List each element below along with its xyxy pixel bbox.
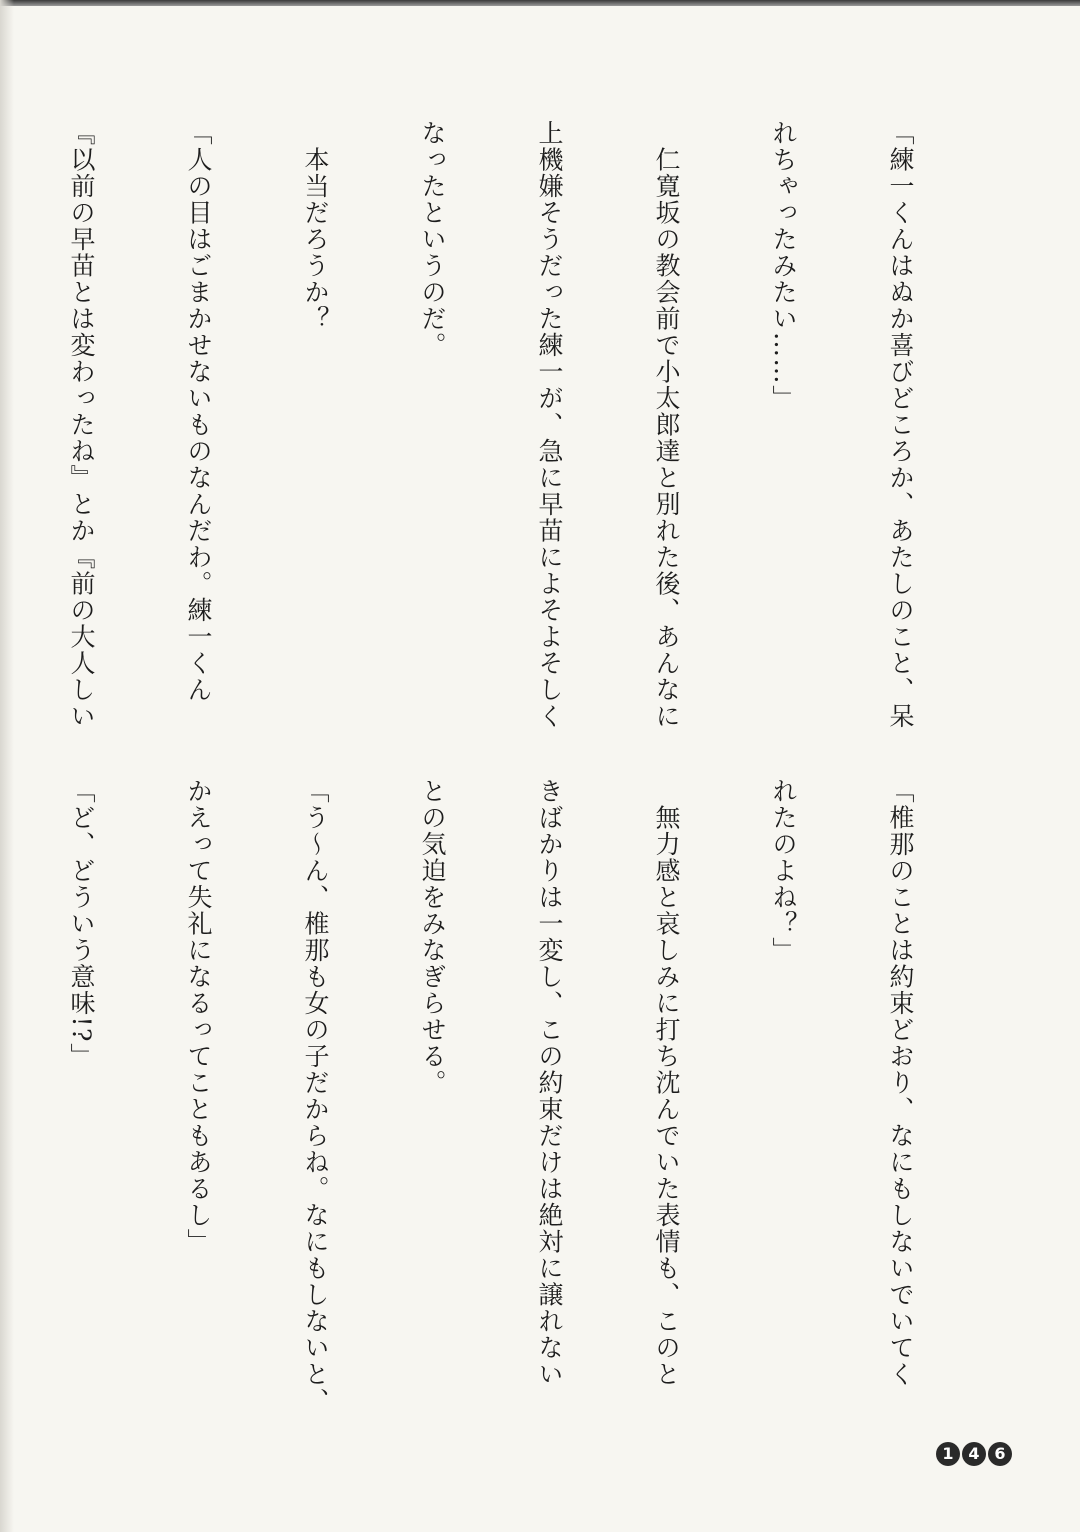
text-line: 上機嫌そうだった練一が、急に早苗によそよそしく: [535, 120, 564, 730]
text-line: きばかりは一変し、この約束だけは絶対に譲れない: [535, 778, 564, 1388]
page-number: [936, 1442, 1012, 1466]
page-number-digit: 1: [936, 1442, 960, 1466]
text-line: 「練一くんはぬか喜びどころか、あたしのこと、呆: [886, 120, 915, 730]
text-line: かえって失礼になるってこともあるし」: [184, 778, 213, 1255]
text-line: 「う〜ん、椎那も女の子だからね。なにもしないと、: [301, 778, 330, 1414]
text-line: 仁寛坂の教会前で小太郎達と別れた後、あんなに: [652, 120, 681, 730]
page-number-digit: 4: [962, 1442, 986, 1466]
text-line: 本当だろうか？: [301, 120, 330, 332]
text-line: との気迫をみなぎらせる。: [418, 778, 447, 1096]
text-line: 『以前の早苗とは変わったね』とか『前の大人しい: [67, 120, 96, 730]
text-line: 「ど、どういう意味!?」: [67, 778, 96, 1070]
text-line: れたのよね？」: [769, 778, 798, 964]
text-line: 無力感と哀しみに打ち沈んでいた表情も、このと: [652, 778, 681, 1388]
text-line: 「椎那のことは約束どおり、なにもしないでいてく: [886, 778, 915, 1388]
text-line: 「人の目はごまかせないものなんだわ。練一くん: [184, 120, 213, 703]
upper-text-block: [67, 120, 998, 740]
text-line: れちゃったみたい……」: [769, 120, 798, 412]
lower-text-block: [67, 778, 998, 1414]
page-number-digit: 6: [988, 1442, 1012, 1466]
top-edge-rule: [0, 0, 1080, 6]
text-line: なったというのだ。: [418, 120, 447, 359]
